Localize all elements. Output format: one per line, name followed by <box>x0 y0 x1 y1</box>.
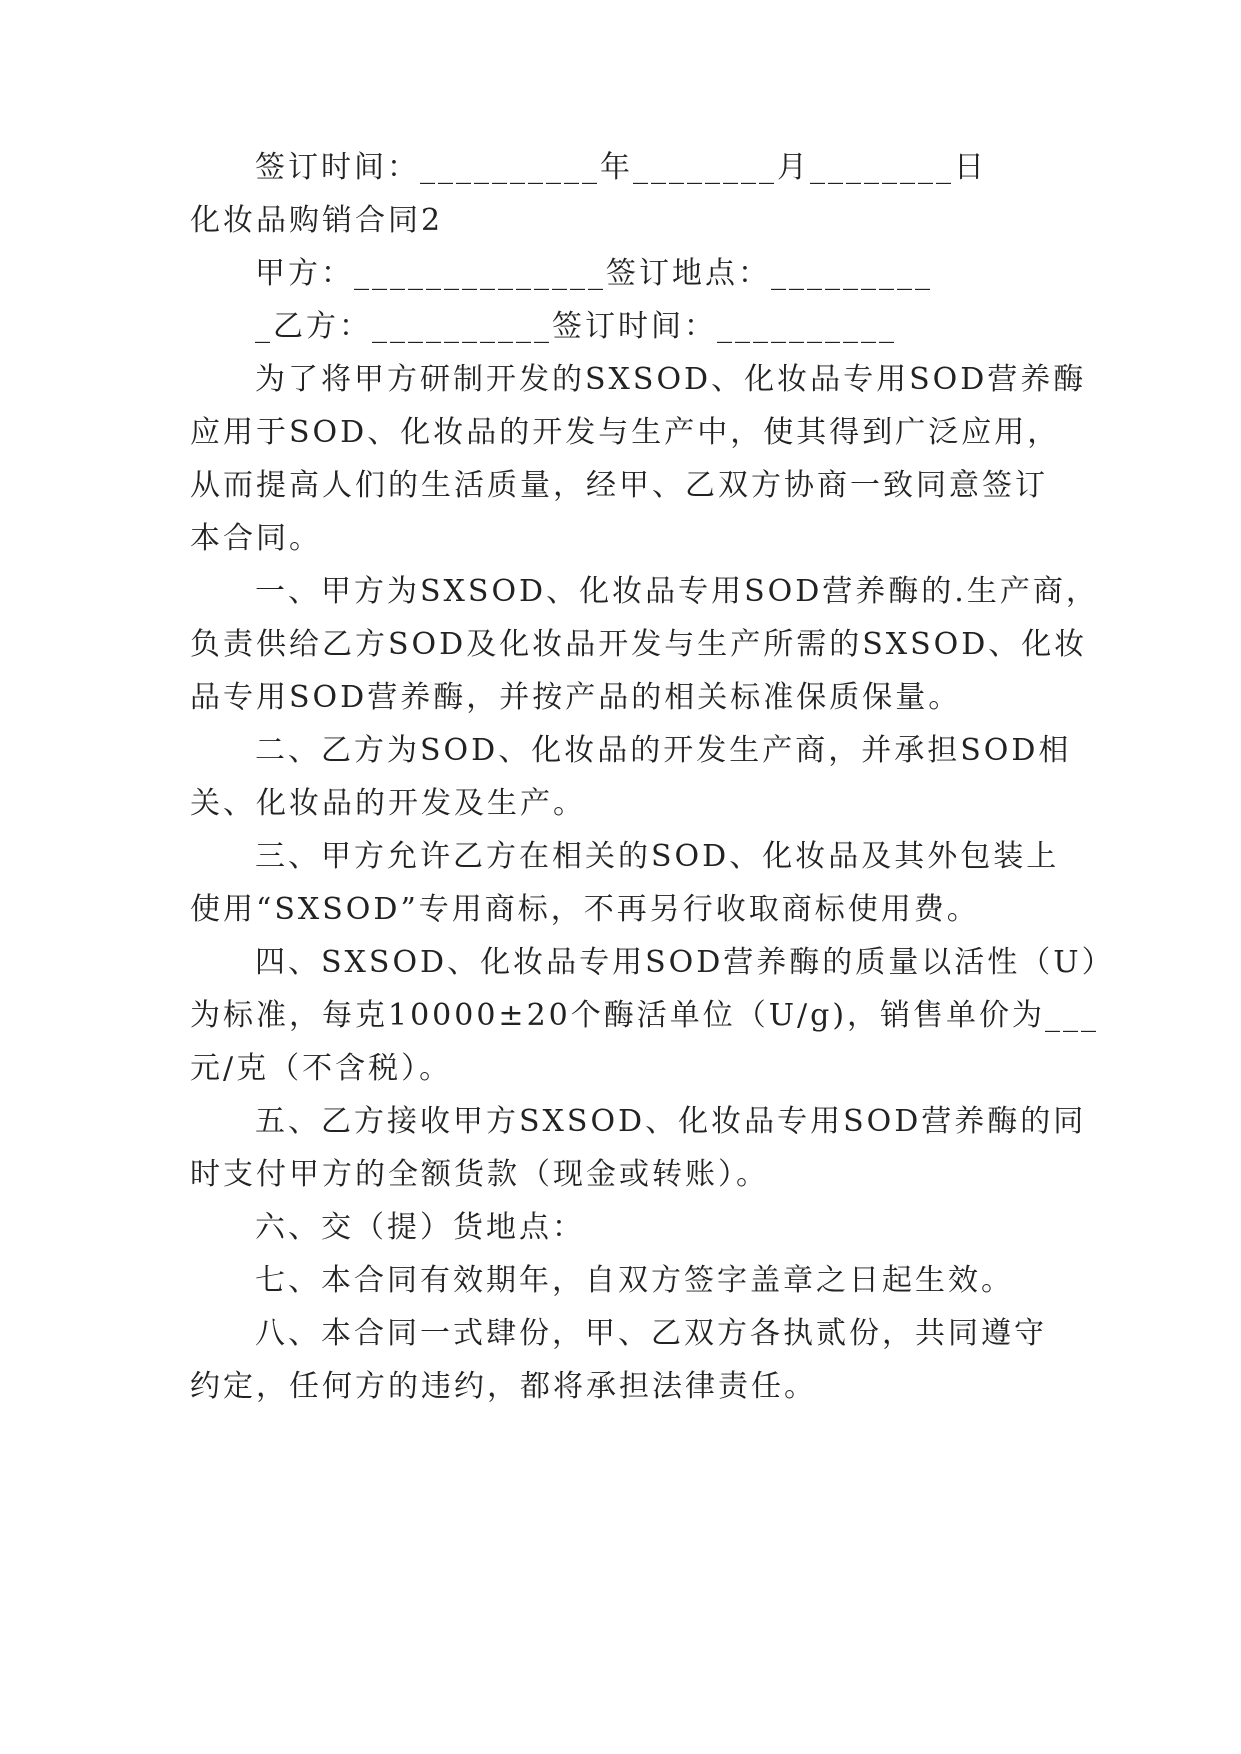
clause-8-line-1: 八、本合同一式肆份，甲、乙双方各执贰份，共同遵守 <box>255 1316 1047 1351</box>
clause-4-line-1: 四、SXSOD、化妆品专用SOD营养酶的质量以活性（U） <box>255 945 1115 980</box>
signing-date-line: 签订时间：__________年________月________日 <box>255 150 987 185</box>
clause-1-line-2: 负责供给乙方SOD及化妆品开发与生产所需的SXSOD、化妆 <box>190 627 1088 662</box>
preamble-line-1: 为了将甲方研制开发的SXSOD、化妆品专用SOD营养酶 <box>255 362 1087 397</box>
clause-4-line-3: 元/克（不含税）。 <box>190 1051 453 1086</box>
preamble-line-2: 应用于SOD、化妆品的开发与生产中，使其得到广泛应用， <box>190 415 1061 450</box>
clause-6-line-1: 六、交（提）货地点： <box>255 1210 585 1245</box>
clause-1-line-1: 一、甲方为SXSOD、化妆品专用SOD营养酶的.生产商， <box>255 574 1099 609</box>
clause-2-line-1: 二、乙方为SOD、化妆品的开发生产商，并承担SOD相 <box>255 733 1072 768</box>
preamble-line-4: 本合同。 <box>190 521 322 556</box>
party-b-line: _乙方：__________签订时间：__________ <box>255 309 897 344</box>
preamble-line-3: 从而提高人们的生活质量，经甲、乙双方协商一致同意签订 <box>190 468 1048 503</box>
clause-1-line-3: 品专用SOD营养酶，并按产品的相关标准保质保量。 <box>190 680 962 715</box>
contract-title: 化妆品购销合同2 <box>190 203 444 238</box>
clause-3-line-2: 使用“SXSOD”专用商标，不再另行收取商标使用费。 <box>190 892 980 927</box>
clause-8-line-2: 约定，任何方的违约，都将承担法律责任。 <box>190 1369 817 1404</box>
party-a-line: 甲方：______________签订地点：_________ <box>255 256 933 291</box>
clause-7-line-1: 七、本合同有效期年，自双方签字盖章之日起生效。 <box>255 1263 1014 1298</box>
clause-5-line-1: 五、乙方接收甲方SXSOD、化妆品专用SOD营养酶的同 <box>255 1104 1087 1139</box>
clause-5-line-2: 时支付甲方的全额货款（现金或转账）。 <box>190 1157 769 1192</box>
clause-4-line-2: 为标准，每克10000±20个酶活单位（U/g)，销售单价为___ <box>190 998 1100 1033</box>
clause-3-line-1: 三、甲方允许乙方在相关的SOD、化妆品及其外包装上 <box>255 839 1060 874</box>
clause-2-line-2: 关、化妆品的开发及生产。 <box>190 786 586 821</box>
